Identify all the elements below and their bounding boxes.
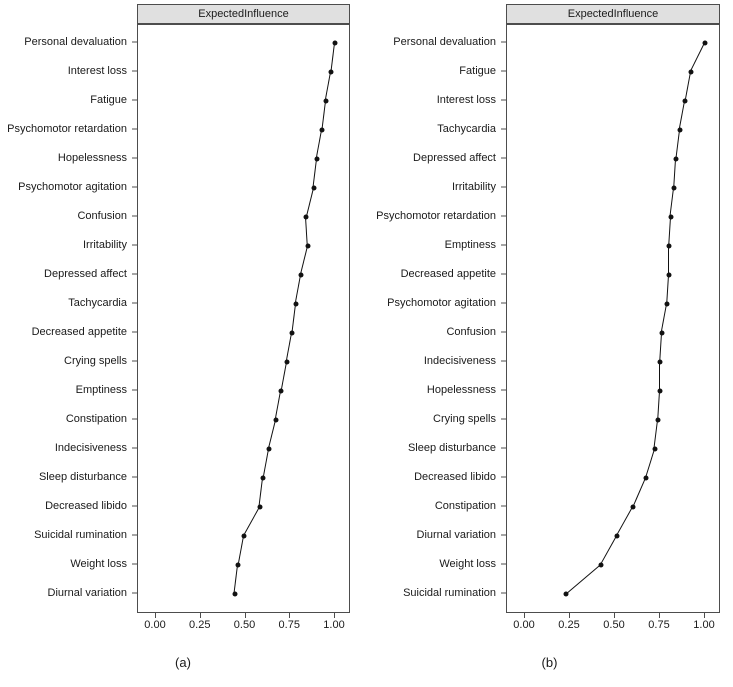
y-axis-tick (501, 42, 506, 43)
y-axis-tick (501, 303, 506, 304)
y-axis-tick (501, 129, 506, 130)
y-axis-label: Personal devaluation (24, 36, 127, 48)
x-axis-tick (614, 613, 615, 618)
y-axis-tick (132, 361, 137, 362)
y-axis-label: Confusion (77, 210, 127, 222)
y-axis-tick (501, 100, 506, 101)
connector-line (291, 304, 296, 333)
y-axis-tick (132, 158, 137, 159)
connector-line (262, 449, 268, 478)
data-point (333, 41, 338, 46)
data-point (658, 389, 663, 394)
data-point (329, 70, 334, 75)
panel-a-caption: (a) (175, 655, 191, 670)
connector-line (316, 130, 322, 159)
data-point (320, 128, 325, 133)
panel-b-strip-label: ExpectedInfluence (506, 4, 720, 24)
y-axis-tick (501, 158, 506, 159)
data-point (564, 592, 569, 597)
data-point (598, 563, 603, 568)
data-point (304, 215, 309, 220)
y-axis-tick (501, 216, 506, 217)
data-point (668, 215, 673, 220)
y-axis-label: Suicidal rumination (34, 529, 127, 541)
y-axis-label: Depressed affect (44, 268, 127, 280)
x-axis-tick-label: 1.00 (693, 619, 715, 631)
connector-line (259, 478, 264, 507)
y-axis-tick (132, 42, 137, 43)
connector-line (679, 101, 685, 130)
y-axis-label: Decreased appetite (400, 268, 496, 280)
connector-line (670, 188, 675, 217)
y-axis-label: Constipation (434, 500, 496, 512)
data-point (656, 418, 661, 423)
panel-a (0, 0, 366, 687)
connector-line (566, 564, 601, 594)
x-axis-tick-label: 0.75 (278, 619, 300, 631)
data-point (266, 447, 271, 452)
data-point (659, 331, 664, 336)
x-axis-tick-label: 0.25 (558, 619, 580, 631)
panel-b-x-axis (506, 613, 720, 637)
y-axis-tick (132, 71, 137, 72)
y-axis-tick (501, 448, 506, 449)
y-axis-tick (501, 187, 506, 188)
y-axis-tick (132, 477, 137, 478)
data-point (667, 244, 672, 249)
y-axis-tick (132, 129, 137, 130)
y-axis-label: Sleep disturbance (38, 471, 127, 483)
x-axis-tick (704, 613, 705, 618)
y-axis-label: Irritability (82, 239, 127, 251)
connector-line (673, 159, 676, 188)
data-point (273, 418, 278, 423)
data-point (631, 505, 636, 510)
data-point (290, 331, 295, 336)
y-axis-label: Psychomotor agitation (18, 181, 127, 193)
y-axis-tick (501, 477, 506, 478)
y-axis-label: Constipation (65, 413, 127, 425)
x-axis-tick-label: 0.00 (513, 619, 535, 631)
data-point (665, 302, 670, 307)
y-axis-tick (501, 564, 506, 565)
connector-line (280, 362, 286, 391)
connector-line (661, 304, 667, 333)
connector-line (295, 275, 301, 304)
panel-a-strip-label: ExpectedInfluence (137, 4, 350, 24)
connector-line (275, 391, 281, 420)
y-axis-label: Fatigue (90, 94, 127, 106)
x-axis-tick (245, 613, 246, 618)
data-point (677, 128, 682, 133)
y-axis-label: Fatigue (459, 65, 496, 77)
connector-line (600, 536, 617, 565)
panel-b-plot-area (506, 24, 720, 613)
y-axis-tick (132, 564, 137, 565)
x-axis-tick-label: 1.00 (323, 619, 345, 631)
y-axis-label: Indecisiveness (54, 442, 127, 454)
y-axis-label: Crying spells (433, 413, 496, 425)
connector-line (668, 246, 669, 275)
y-axis-tick (501, 71, 506, 72)
data-point (298, 273, 303, 278)
data-point (703, 41, 708, 46)
y-axis-label: Psychomotor agitation (387, 297, 496, 309)
panel-a-x-axis (137, 613, 350, 637)
y-axis-tick (132, 100, 137, 101)
y-axis-tick (132, 593, 137, 594)
y-axis-tick (132, 274, 137, 275)
data-point (658, 360, 663, 365)
y-axis-tick (132, 506, 137, 507)
y-axis-label: Sleep disturbance (407, 442, 496, 454)
connector-line (668, 217, 671, 246)
x-axis-tick-label: 0.75 (648, 619, 670, 631)
y-axis-tick (132, 216, 137, 217)
y-axis-label: Tachycardia (437, 123, 496, 135)
connector-line (300, 246, 308, 275)
y-axis-label: Crying spells (64, 355, 127, 367)
y-axis-label: Decreased appetite (31, 326, 127, 338)
y-axis-label: Personal devaluation (393, 36, 496, 48)
y-axis-label: Decreased libido (414, 471, 496, 483)
y-axis-label: Tachycardia (68, 297, 127, 309)
connector-line (632, 478, 646, 507)
connector-line (616, 507, 633, 536)
panel-b (366, 0, 733, 687)
y-axis-label: Emptiness (75, 384, 127, 396)
x-axis-tick-label: 0.25 (189, 619, 211, 631)
x-axis-tick (200, 613, 201, 618)
y-axis-label: Psychomotor retardation (376, 210, 496, 222)
data-point (652, 447, 657, 452)
connector-line (286, 333, 292, 362)
y-axis-tick (501, 361, 506, 362)
connector-line (657, 391, 660, 420)
y-axis-tick (501, 419, 506, 420)
y-axis-label: Psychomotor retardation (7, 123, 127, 135)
y-axis-tick (132, 245, 137, 246)
data-point (614, 534, 619, 539)
y-axis-tick (132, 332, 137, 333)
x-axis-tick (524, 613, 525, 618)
data-point (311, 186, 316, 191)
panel-a-y-axis (0, 24, 132, 613)
y-axis-label: Hopelessness (57, 152, 127, 164)
data-point (674, 157, 679, 162)
y-axis-tick (501, 274, 506, 275)
connector-line (234, 565, 239, 594)
data-point (279, 389, 284, 394)
y-axis-label: Hopelessness (426, 384, 496, 396)
data-point (306, 244, 311, 249)
data-point (688, 70, 693, 75)
data-point (261, 476, 266, 481)
data-point (293, 302, 298, 307)
data-point (232, 592, 237, 597)
x-axis-tick-label: 0.00 (144, 619, 166, 631)
x-axis-tick (334, 613, 335, 618)
y-axis-label: Weight loss (70, 558, 127, 570)
data-point (241, 534, 246, 539)
y-axis-label: Irritability (451, 181, 496, 193)
connector-line (690, 43, 705, 72)
y-axis-label: Diurnal variation (416, 529, 496, 541)
y-axis-label: Interest loss (67, 65, 127, 77)
connector-line (330, 43, 335, 72)
y-axis-label: Interest loss (436, 94, 496, 106)
y-axis-label: Depressed affect (413, 152, 496, 164)
data-point (643, 476, 648, 481)
y-axis-tick (132, 303, 137, 304)
connector-line (684, 72, 690, 101)
x-axis-tick-label: 0.50 (233, 619, 256, 631)
data-point (284, 360, 289, 365)
connector-line (659, 362, 660, 391)
connector-line (325, 72, 331, 101)
y-axis-tick (132, 448, 137, 449)
connector-line (645, 449, 655, 478)
connector-line (666, 275, 669, 304)
y-axis-tick (501, 535, 506, 536)
connector-line (313, 159, 318, 188)
x-axis-tick (289, 613, 290, 618)
connector-line (243, 507, 260, 536)
x-axis-tick (659, 613, 660, 618)
x-axis-tick (569, 613, 570, 618)
data-point (683, 99, 688, 104)
y-axis-label: Weight loss (439, 558, 496, 570)
data-point (257, 505, 262, 510)
data-point (672, 186, 677, 191)
connector-line (659, 333, 662, 362)
y-axis-label: Confusion (446, 326, 496, 338)
y-axis-tick (501, 506, 506, 507)
y-axis-label: Emptiness (444, 239, 496, 251)
connector-line (654, 420, 659, 449)
y-axis-tick (132, 535, 137, 536)
y-axis-tick (132, 419, 137, 420)
connector-line (675, 130, 680, 159)
panel-a-plot-area (137, 24, 350, 613)
connector-line (237, 536, 243, 565)
connector-line (268, 420, 276, 449)
y-axis-tick (501, 593, 506, 594)
y-axis-label: Decreased libido (45, 500, 127, 512)
y-axis-tick (501, 332, 506, 333)
x-axis-tick-label: 0.50 (603, 619, 625, 631)
data-point (236, 563, 241, 568)
panel-b-caption: (b) (541, 655, 558, 670)
y-axis-tick (132, 390, 137, 391)
connector-line (321, 101, 326, 130)
data-point (315, 157, 320, 162)
y-axis-label: Suicidal rumination (403, 587, 496, 599)
y-axis-tick (132, 187, 137, 188)
y-axis-tick (501, 390, 506, 391)
x-axis-tick (155, 613, 156, 618)
data-point (324, 99, 329, 104)
connector-line (305, 217, 308, 246)
y-axis-label: Indecisiveness (423, 355, 496, 367)
y-axis-label: Diurnal variation (47, 587, 127, 599)
data-point (667, 273, 672, 278)
connector-line (305, 188, 313, 217)
panel-b-y-axis (366, 24, 501, 613)
y-axis-tick (501, 245, 506, 246)
